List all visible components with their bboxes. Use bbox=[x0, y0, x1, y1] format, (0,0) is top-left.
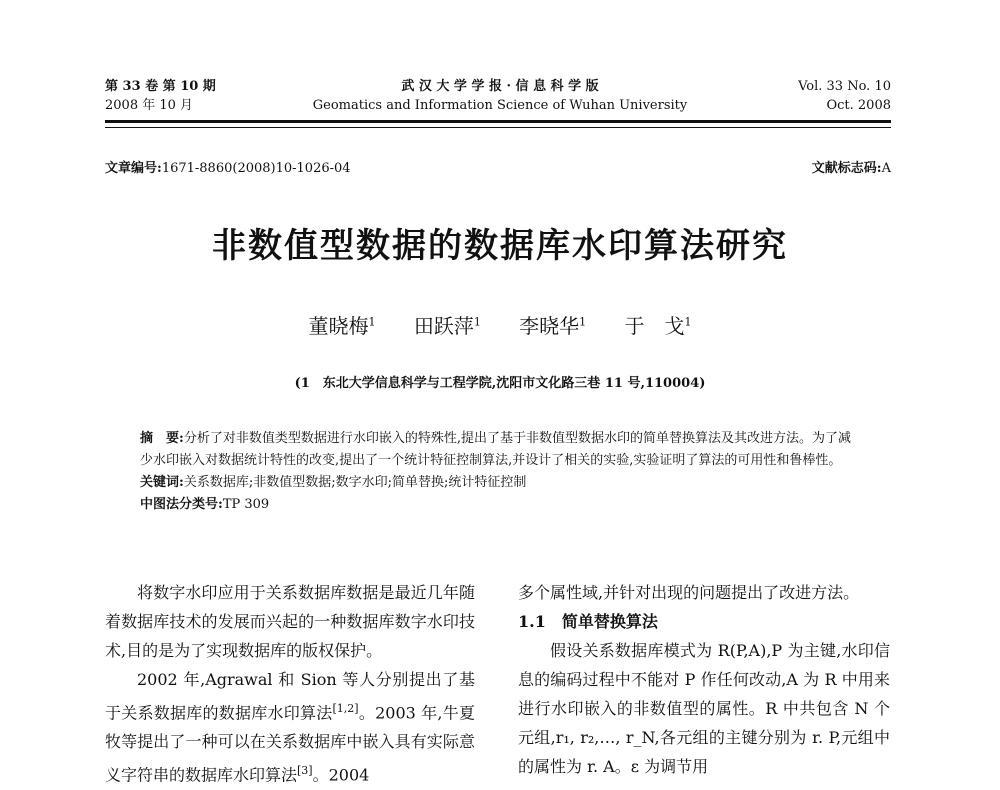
abstract-block bbox=[140, 428, 860, 516]
author-affil-mark: 1 bbox=[684, 315, 692, 329]
header-rule-thin bbox=[105, 127, 891, 128]
section-heading: 1.1 简单替换算法 bbox=[518, 612, 658, 631]
author-name: 董晓梅 bbox=[308, 314, 369, 338]
abstract-text: 分析了对非数值类型数据进行水印嵌入的特殊性,提出了基于非数值型数据水印的简单替换算法及其改进方法。为了减少水印嵌入对数据统计特性的改变,提出了一个统计特征控制算法,并设计了相关的实验,实验证明了算法的可用性和鲁棒性。 bbox=[140, 431, 851, 468]
header-issue: 第 33 卷 第 10 期 bbox=[105, 79, 216, 94]
author-affil-mark: 1 bbox=[579, 315, 587, 329]
author-name: 李晓华 bbox=[519, 314, 580, 338]
header-volume: Vol. 33 No. 10 bbox=[798, 79, 891, 94]
body-left-column bbox=[105, 578, 475, 790]
author-name: 于 戈 bbox=[624, 314, 685, 338]
abstract-label: 摘 要: bbox=[140, 431, 184, 446]
document-code bbox=[812, 160, 891, 178]
article-number-label: 文章编号: bbox=[105, 161, 162, 176]
keywords-label: 关键词: bbox=[140, 475, 184, 490]
journal-name-en: Geomatics and Information Science of Wuhan University bbox=[312, 98, 688, 113]
author-affil-mark: 1 bbox=[473, 315, 481, 329]
author bbox=[308, 314, 375, 338]
paper-title: 非数值型数据的数据库水印算法研究 bbox=[212, 226, 788, 266]
abstract bbox=[140, 428, 860, 472]
clc-value: TP 309 bbox=[222, 497, 270, 512]
article-number bbox=[105, 160, 351, 178]
body-right-column bbox=[518, 578, 890, 781]
author bbox=[519, 314, 586, 338]
citation: [3] bbox=[297, 764, 313, 778]
body-paragraph: 将数字水印应用于关系数据库数据是最近几年随着数据库技术的发展而兴起的一种数据库数字水印技术,目的是为了实现数据库的版权保护。 bbox=[105, 583, 475, 660]
affiliation: (1 东北大学信息科学与工程学院,沈阳市文化路三巷 11 号,110004) bbox=[294, 376, 706, 391]
author-affil-mark: 1 bbox=[368, 315, 376, 329]
author bbox=[625, 314, 692, 338]
clc-number bbox=[140, 494, 860, 516]
body-paragraph: 多个属性域,并针对出现的问题提出了改进方法。 bbox=[518, 583, 860, 602]
journal-name-cn: 武 汉 大 学 学 报 · 信 息 科 学 版 bbox=[401, 79, 599, 94]
keywords bbox=[140, 472, 860, 494]
header-month: Oct. 2008 bbox=[826, 98, 891, 113]
body-text: 。2004 bbox=[312, 765, 370, 785]
header-date: 2008 年 10 月 bbox=[105, 98, 194, 113]
body-paragraph bbox=[105, 665, 475, 790]
header-rule-thick bbox=[105, 120, 891, 123]
body-paragraph: 假设关系数据库模式为 R(P,A),P 为主键,水印信息的编码过程中不能对 P 作任何改动,A 为 R 中用来进行水印嵌入的非数值型的属性。R 中共包含 N 个元组,r₁, r₂,…, r_N,各元组的主键分别为 r. P,元组中的属性为 r. A。ε 为调节用 bbox=[518, 641, 890, 776]
body-text: 。2003 年,牛夏牧等提出了一种可以在关系数据库中嵌入具有实际意义字符串的数据库水印算法 bbox=[105, 703, 475, 785]
author-list bbox=[0, 310, 1000, 339]
author-name: 田跃萍 bbox=[413, 314, 474, 338]
citation: [1,2] bbox=[332, 702, 359, 715]
author bbox=[414, 314, 481, 338]
keywords-text: 关系数据库;非数值型数据;数字水印;简单替换;统计特征控制 bbox=[183, 475, 527, 490]
document-code-value: A bbox=[881, 161, 891, 176]
body-text: 2002 年,Agrawal 和 Sion 等人分别提出了基于关系数据库的数据库水印算法 bbox=[105, 670, 475, 723]
document-code-label: 文献标志码: bbox=[811, 161, 882, 176]
clc-label: 中图法分类号: bbox=[140, 497, 223, 512]
article-number-value: 1671-8860(2008)10-1026-04 bbox=[161, 161, 351, 176]
